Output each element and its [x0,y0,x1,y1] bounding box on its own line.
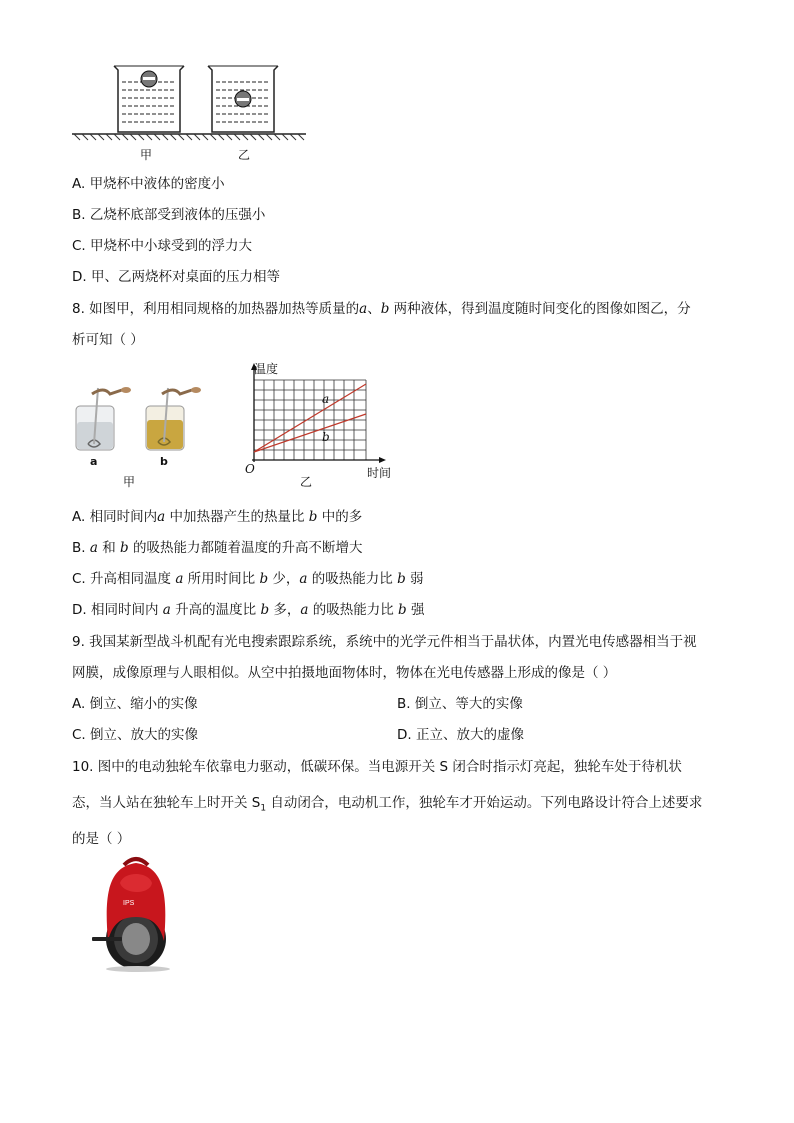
q7-option-d: D. 甲、乙两烧杯对桌面的压力相等 [72,269,280,285]
q7-beakers-figure [72,62,312,166]
var-a: a [359,301,368,317]
q9-stem-line1: 9. 我国某新型战斗机配有光电搜索跟踪系统，系统中的光学元件相当于晶状体，内置光电传感器相当于视 [72,634,697,650]
graph-line-a-label: a [322,392,330,406]
q9-stem-line2: 网膜，成像原理与人眼相似。从空中拍摄地面物体时，物体在光电传感器上形成的像是（ ） [72,665,617,681]
fig8-caption-left: 甲 [123,475,136,489]
q10-stem-line3: 的是（ ） [72,831,131,847]
q10-stem-line2: 态，当人站在独轮车上时开关 $S_1$ 自动闭合，电动机工作，独轮车才开始运动。下列电路设计符合上述要求 [72,795,703,814]
beaker-b-label: b [160,455,168,468]
q7-option-b: B. 乙烧杯底部受到液体的压强小 [72,207,266,223]
graph-origin: O [245,462,255,476]
q8-stem-line2: 析可知（ ） [72,332,144,348]
fig8-caption-right: 乙 [300,475,313,489]
unicycle-logo: IPS [123,900,135,907]
electric-unicycle-image [90,855,180,973]
fig7-label-left: 甲 [140,148,153,162]
q10-stem-line1: 10. 图中的电动独轮车依靠电力驱动，低碳环保。当电源开关 S 闭合时指示灯亮起，独轮车处于待机状 [72,759,682,775]
graph-ylabel: 温度 [254,362,279,376]
graph-line-b-label: b [322,430,330,444]
q8-option-c: C. 升高相同温度 a 所用时间比 b 少，a 的吸热能力比 b 弱 [72,571,424,587]
q9-option-b: B. 倒立、等大的实像 [397,696,523,712]
beaker-left [114,66,184,132]
var-b: b [380,301,390,317]
q8-option-d: D. 相同时间内 a 升高的温度比 b 多，a 的吸热能力比 b 强 [72,602,425,618]
line-a [254,384,366,452]
q9-option-d: D. 正立、放大的虚像 [397,727,524,743]
graph-xlabel: 时间 [367,466,392,480]
q7-option-a: A. 甲烧杯中液体的密度小 [72,176,225,192]
beaker-b [146,387,201,450]
q8-option-a: A. 相同时间内a 中加热器产生的热量比 b 中的多 [72,509,363,525]
beaker-a-label: a [90,455,98,468]
q9-option-a: A. 倒立、缩小的实像 [72,696,198,712]
q7-option-c: C. 甲烧杯中小球受到的浮力大 [72,238,253,254]
q9-option-c: C. 倒立、放大的实像 [72,727,199,743]
q8-option-b: B. a 和 b 的吸热能力都随着温度的升高不断增大 [72,540,363,556]
beaker-a [76,387,131,450]
q8-stem-line1: 8. 如图甲，利用相同规格的加热器加热等质量的a、b 两种液体，得到温度随时间变化的图像如图乙，分 [72,301,691,317]
beaker-right [208,66,278,132]
fig7-label-right: 乙 [238,148,251,162]
